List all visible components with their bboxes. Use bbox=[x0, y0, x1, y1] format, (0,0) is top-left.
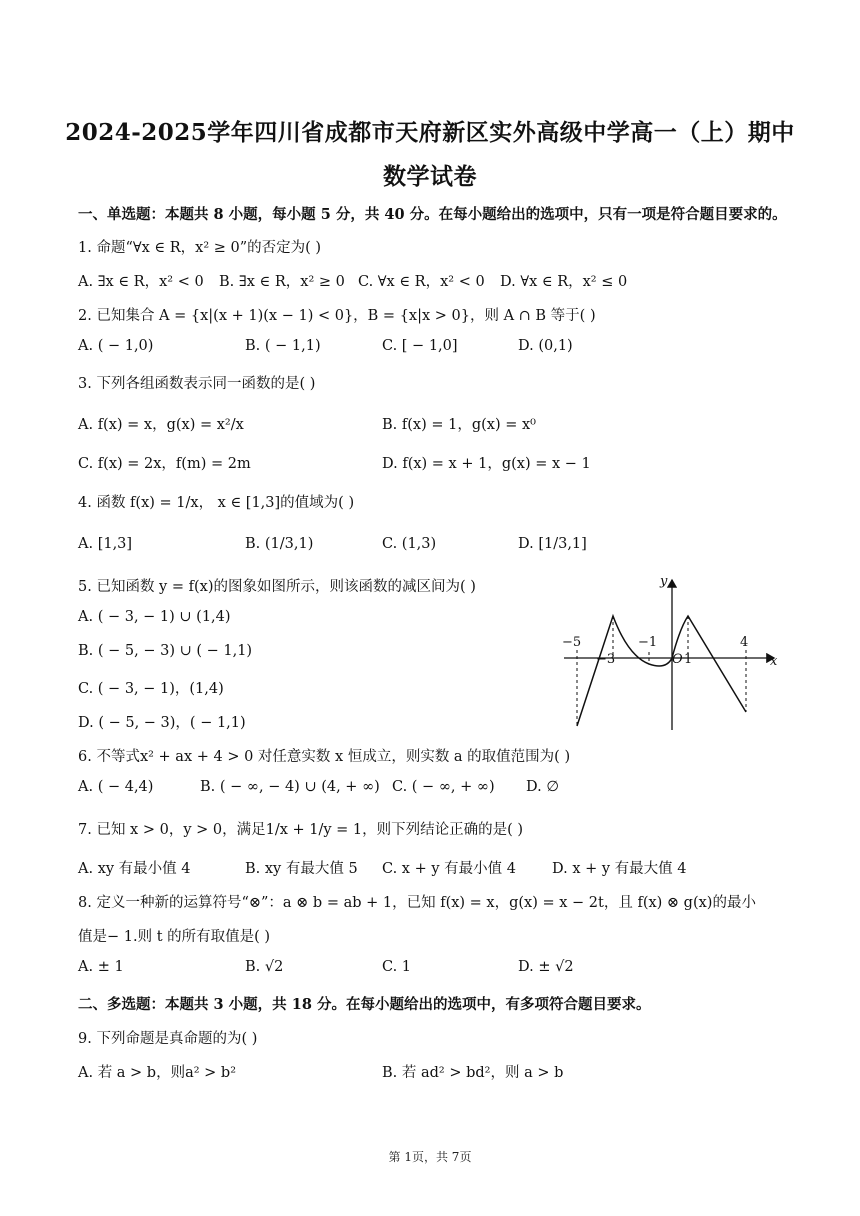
y-axis-label: y bbox=[660, 574, 668, 589]
q8-stem-line1: 8. 定义一种新的运算符号“⊗”：a ⊗ b = ab + 1，已知 f(x) = x，g(x) = x − 2t，且 f(x) ⊗ g(x)的最小 bbox=[78, 895, 756, 911]
q6-option-b: B. ( − ∞, − 4) ∪ (4, + ∞) bbox=[200, 779, 380, 795]
q6-stem: 6. 不等式x² + ax + 4 > 0 对任意实数 x 恒成立，则实数 a 的取值范围为( ) bbox=[78, 749, 571, 765]
q3-option-b: B. f(x) = 1，g(x) = x⁰ bbox=[382, 417, 536, 433]
q2-option-b: B. ( − 1,1) bbox=[245, 338, 321, 354]
q2-option-c: C. [ − 1,0] bbox=[382, 338, 458, 354]
function-curve bbox=[577, 616, 749, 726]
q7-stem: 7. 已知 x > 0，y > 0，满足1/x + 1/y = 1，则下列结论正确的是( ) bbox=[78, 822, 524, 838]
q8-option-d: D. ± √2 bbox=[518, 959, 574, 975]
tick-label-neg3: −3 bbox=[596, 652, 616, 667]
q2-option-a: A. ( − 1,0) bbox=[78, 338, 154, 354]
q4-option-a: A. [1,3] bbox=[78, 536, 133, 552]
q5-option-b: B. ( − 5, − 3) ∪ ( − 1,1) bbox=[78, 643, 253, 659]
x-axis-label: x bbox=[770, 654, 778, 669]
q4-stem: 4. 函数 f(x) = 1/x， x ∈ [1,3]的值域为( ) bbox=[78, 495, 355, 511]
q5-option-d: D. ( − 5, − 3)，( − 1,1) bbox=[78, 715, 246, 731]
q4-option-b: B. (1/3,1) bbox=[245, 536, 314, 552]
q8-option-b: B. √2 bbox=[245, 959, 284, 975]
q8-stem-line2: 值是− 1.则 t 的所有取值是( ) bbox=[78, 929, 271, 945]
q6-option-c: C. ( − ∞, + ∞) bbox=[392, 779, 495, 795]
q9-option-a: A. 若 a > b，则a² > b² bbox=[78, 1065, 237, 1081]
q2-option-d: D. (0,1) bbox=[518, 338, 573, 354]
q7-option-b: B. xy 有最大值 5 bbox=[245, 861, 358, 877]
q9-stem: 9. 下列命题是真命题的为( ) bbox=[78, 1031, 258, 1047]
tick-label-neg1: −1 bbox=[638, 635, 658, 650]
q8-option-a: A. ± 1 bbox=[78, 959, 124, 975]
exam-title-line2: 数学试卷 bbox=[383, 163, 477, 190]
q2-stem: 2. 已知集合 A = {x|(x + 1)(x − 1) < 0}，B = {x|x > 0}，则 A ∩ B 等于( ) bbox=[78, 308, 596, 324]
origin-label: O bbox=[672, 652, 683, 667]
tick-label-neg5: −5 bbox=[562, 635, 582, 650]
q1-option-c: C. ∀x ∈ R，x² < 0 bbox=[358, 274, 485, 290]
tick-label-1: 1 bbox=[684, 652, 693, 667]
q3-option-a: A. f(x) = x，g(x) = x²/x bbox=[78, 417, 244, 433]
q4-option-d: D. [1/3,1] bbox=[518, 536, 587, 552]
q8-option-c: C. 1 bbox=[382, 959, 412, 975]
section1-heading: 一、单选题：本题共 8 小题，每小题 5 分，共 40 分。在每小题给出的选项中，只有一项是符合题目要求的。 bbox=[78, 206, 787, 223]
q6-option-d: D. ∅ bbox=[526, 779, 559, 795]
q5-option-a: A. ( − 3, − 1) ∪ (1,4) bbox=[78, 609, 231, 625]
q7-option-d: D. x + y 有最大值 4 bbox=[552, 861, 687, 877]
q1-stem: 1. 命题“∀x ∈ R，x² ≥ 0”的否定为( ) bbox=[78, 240, 322, 256]
q3-option-c: C. f(x) = 2x，f(m) = 2m bbox=[78, 456, 251, 472]
q3-option-d: D. f(x) = x + 1，g(x) = x − 1 bbox=[382, 456, 591, 472]
q1-option-d: D. ∀x ∈ R，x² ≤ 0 bbox=[500, 274, 628, 290]
page-footer: 第 1页，共 7页 bbox=[388, 1150, 472, 1164]
q1-option-a: A. ∃x ∈ R，x² < 0 bbox=[78, 274, 204, 290]
q9-option-b: B. 若 ad² > bd²，则 a > b bbox=[382, 1065, 564, 1081]
exam-title-line1: 2024-2025学年四川省成都市天府新区实外高级中学高一（上）期中 bbox=[65, 119, 795, 146]
q1-option-b: B. ∃x ∈ R，x² ≥ 0 bbox=[219, 274, 345, 290]
q5-option-c: C. ( − 3, − 1)，(1,4) bbox=[78, 681, 224, 697]
q7-option-a: A. xy 有最小值 4 bbox=[78, 861, 191, 877]
q3-stem: 3. 下列各组函数表示同一函数的是( ) bbox=[78, 376, 316, 392]
tick-label-4: 4 bbox=[740, 635, 749, 650]
section2-heading: 二、多选题：本题共 3 小题，共 18 分。在每小题给出的选项中，有多项符合题目要求。 bbox=[78, 996, 651, 1013]
q7-option-c: C. x + y 有最小值 4 bbox=[382, 861, 516, 877]
q5-stem: 5. 已知函数 y = f(x)的图象如图所示，则该函数的减区间为( ) bbox=[78, 579, 476, 595]
function-graph bbox=[556, 570, 786, 732]
q4-option-c: C. (1,3) bbox=[382, 536, 437, 552]
q6-option-a: A. ( − 4,4) bbox=[78, 779, 154, 795]
